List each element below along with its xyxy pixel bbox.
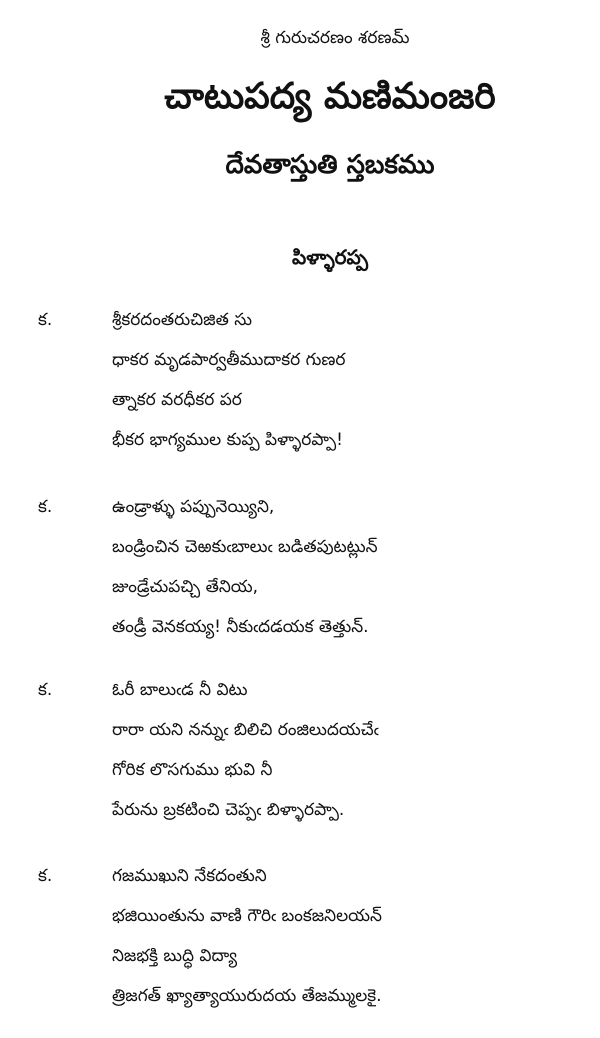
verse-line: బండ్రించిన చెఱకుఁబాలుఁ బడితపుటట్లున్: [112, 537, 378, 557]
verse-marker: క.: [38, 497, 53, 517]
verse-line: భీకర భాగ్యముల కుప్ప పిళ్ళారప్పా!: [112, 430, 343, 450]
section-heading: పిళ్ళారప్ప: [292, 245, 368, 269]
verse-line: రారా యని నన్నుఁ బిలిచి రంజిలుదయచేఁ: [112, 720, 379, 740]
verse-marker: క.: [38, 310, 53, 330]
verse-line: భజియింతును వాణి గౌరిఁ బంకజనిలయన్: [112, 906, 382, 926]
verse-line: నిజభక్తి బుద్ధి విద్యా: [112, 946, 237, 966]
verse-line: త్రిజగత్ ఖ్యాత్యాయురుదయ తేజమ్ములకై.: [112, 986, 382, 1006]
verse-line: తండ్రీ వెనకయ్య! నీకుఁదడయక తెత్తున్.: [112, 617, 369, 637]
verse-marker: క.: [38, 680, 53, 700]
invocation-line: శ్రీ గురుచరణం శరణమ్: [260, 28, 410, 48]
verse-line: త్నాకర వరధీకర పర: [112, 390, 242, 410]
verse-line: ధాకర మృడపార్వతీముదాకర గుణర: [112, 350, 346, 370]
verse-line: జుండ్రేచుపచ్చి తేనియ,: [112, 577, 259, 597]
verse-line: గజముఖుని నేకదంతుని: [112, 866, 267, 886]
verse-line: ఓరీ బాలుఁడ నీ విటు: [112, 680, 248, 700]
chapter-subtitle: దేవతాస్తుతి స్తబకము: [225, 150, 435, 180]
verse-line: ఉండ్రాళ్ళు పప్పునెయ్యిని,: [112, 497, 275, 517]
verse-line: పేరును బ్రకటించి చెప్పఁ బిళ్ళారప్పా.: [112, 800, 345, 820]
book-title: చాటుపద్య మణిమంజరి: [164, 76, 496, 117]
verse-line: గోరిక లొసగుము భువి నీ: [112, 760, 273, 780]
verse-marker: క.: [38, 866, 53, 886]
verse-line: శ్రీకరదంతరుచిజిత సు: [112, 310, 253, 330]
